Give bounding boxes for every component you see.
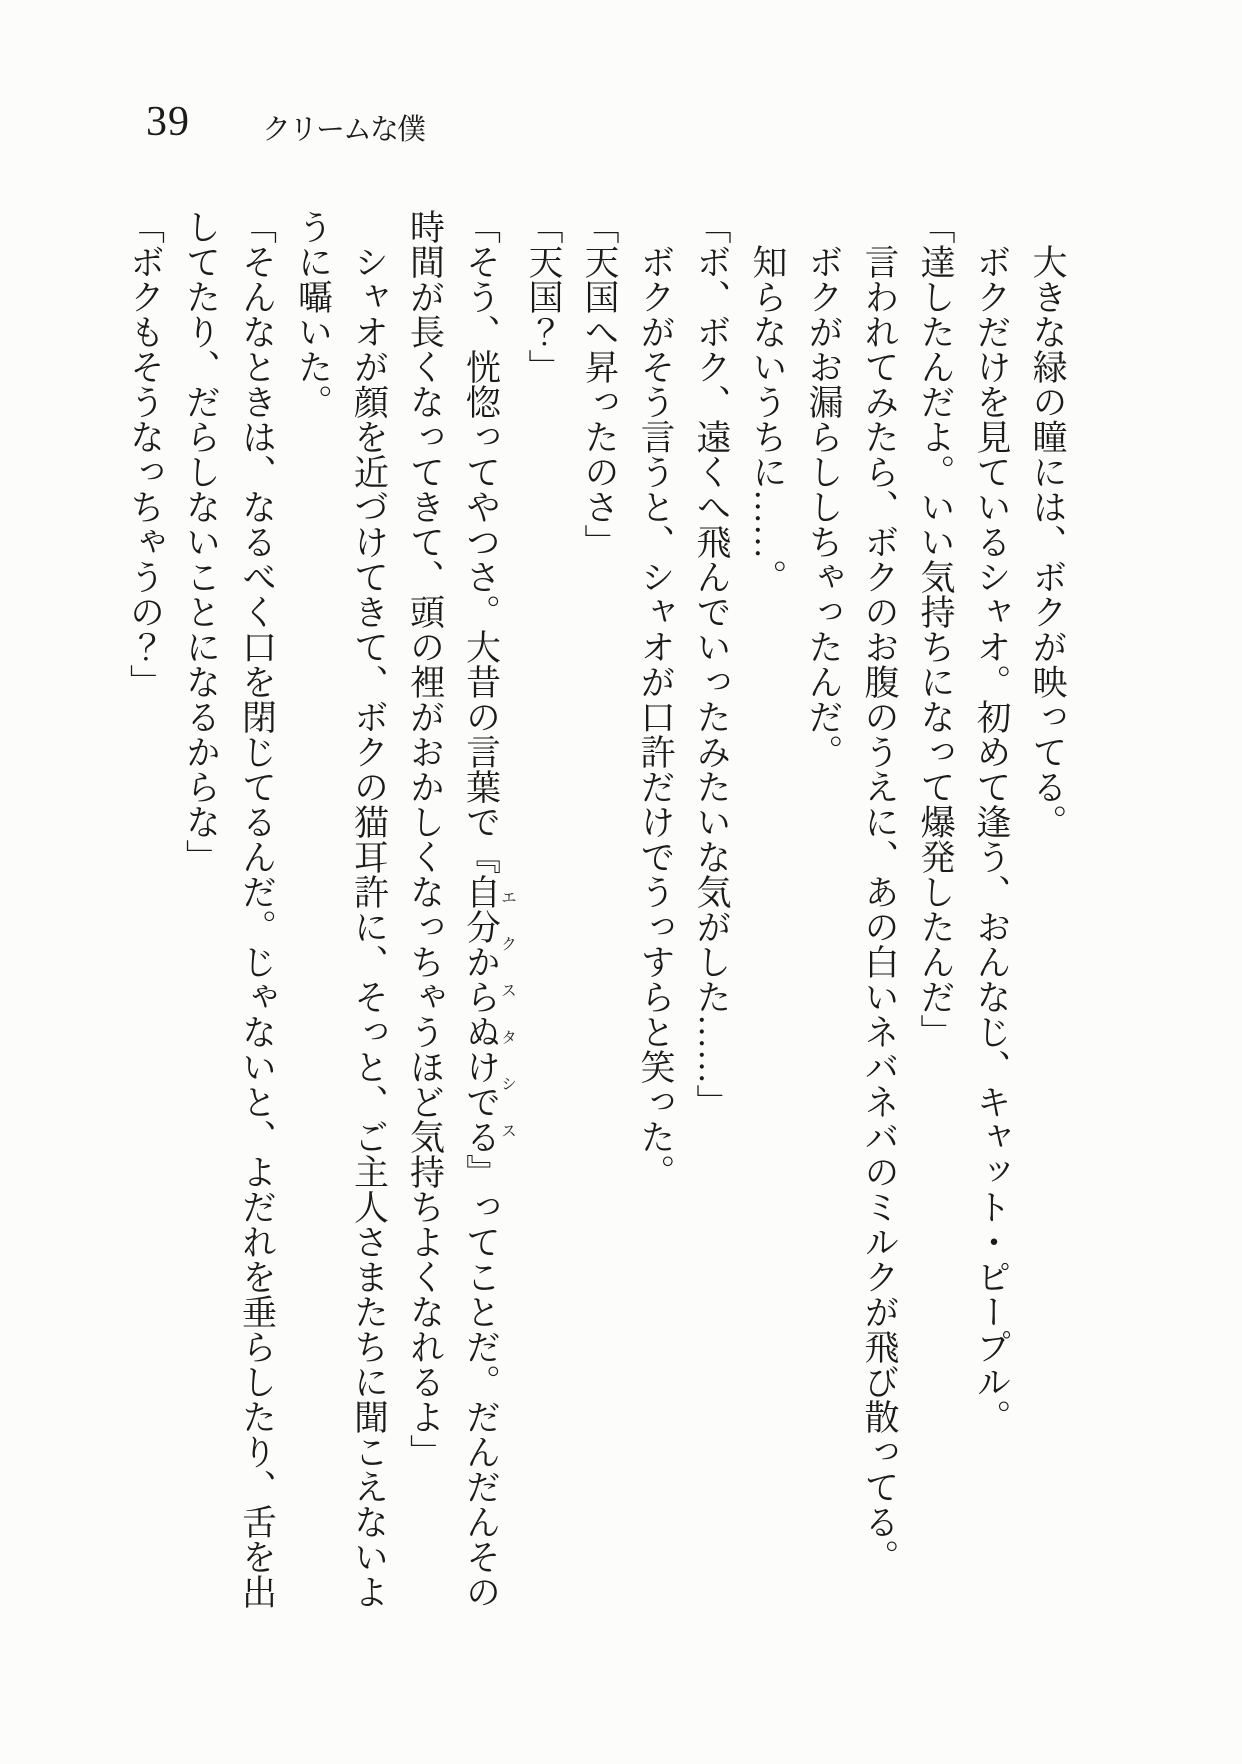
- paragraph: 言われてみたら、ボクのお腹のうえに、あの白いネバネバのミルクが飛び散ってる。: [860, 244, 899, 1574]
- paragraph: 「天国？」: [524, 209, 563, 384]
- paragraph: 「達したんだよ。いい気持ちになって爆発したんだ」: [916, 209, 955, 1049]
- page-number: 39: [146, 99, 190, 145]
- vertical-text-block: [123, 209, 1075, 1631]
- paragraph: シャオが顔を近づけてきて、ボクの猫耳許に、そっと、ご主人さまたちに聞こえないように囁いた。: [293, 209, 389, 1609]
- running-title: クリームな僕: [262, 114, 425, 146]
- paragraph: 知らないうちに……。: [748, 244, 787, 594]
- paragraph: ボクがお漏らししちゃったんだ。: [804, 244, 843, 769]
- paragraph: 「そう、恍惚ってやつさ。大昔の言葉で『自分からぬけでるエクスタシス』ってことだ。だんだんその時間が長くなってきて、頭の裡がおかしくなっちゃうほど気持ちよくなれるよ」: [405, 209, 516, 1609]
- ruby-annotated-phrase: 自分からぬけでるエクスタシス: [461, 874, 516, 1154]
- furigana: エクスタシス: [498, 874, 516, 1154]
- paragraph: 大きな緑の瞳には、ボクが映ってる。: [1028, 244, 1067, 839]
- paragraph: 「ボクもそうなっちゃうの？」: [125, 209, 165, 699]
- paragraph: 「ボ、ボク、遠くへ飛んでいったみたいな気がした……」: [692, 209, 731, 1119]
- paragraph: 「そんなときは、なるべく口を閉じてるんだ。じゃないと、よだれを垂らしたり、舌を出してたり、だらしないことになるからな」: [181, 209, 277, 1609]
- paragraph: 「天国へ昇ったのさ」: [580, 209, 619, 559]
- paragraph: ボクだけを見ているシャオ。初めて逢う、おんなじ、キャット・ピープル。: [972, 244, 1011, 1434]
- paragraph: ボクがそう言うと、シャオが口許だけでうっすらと笑った。: [636, 244, 675, 1189]
